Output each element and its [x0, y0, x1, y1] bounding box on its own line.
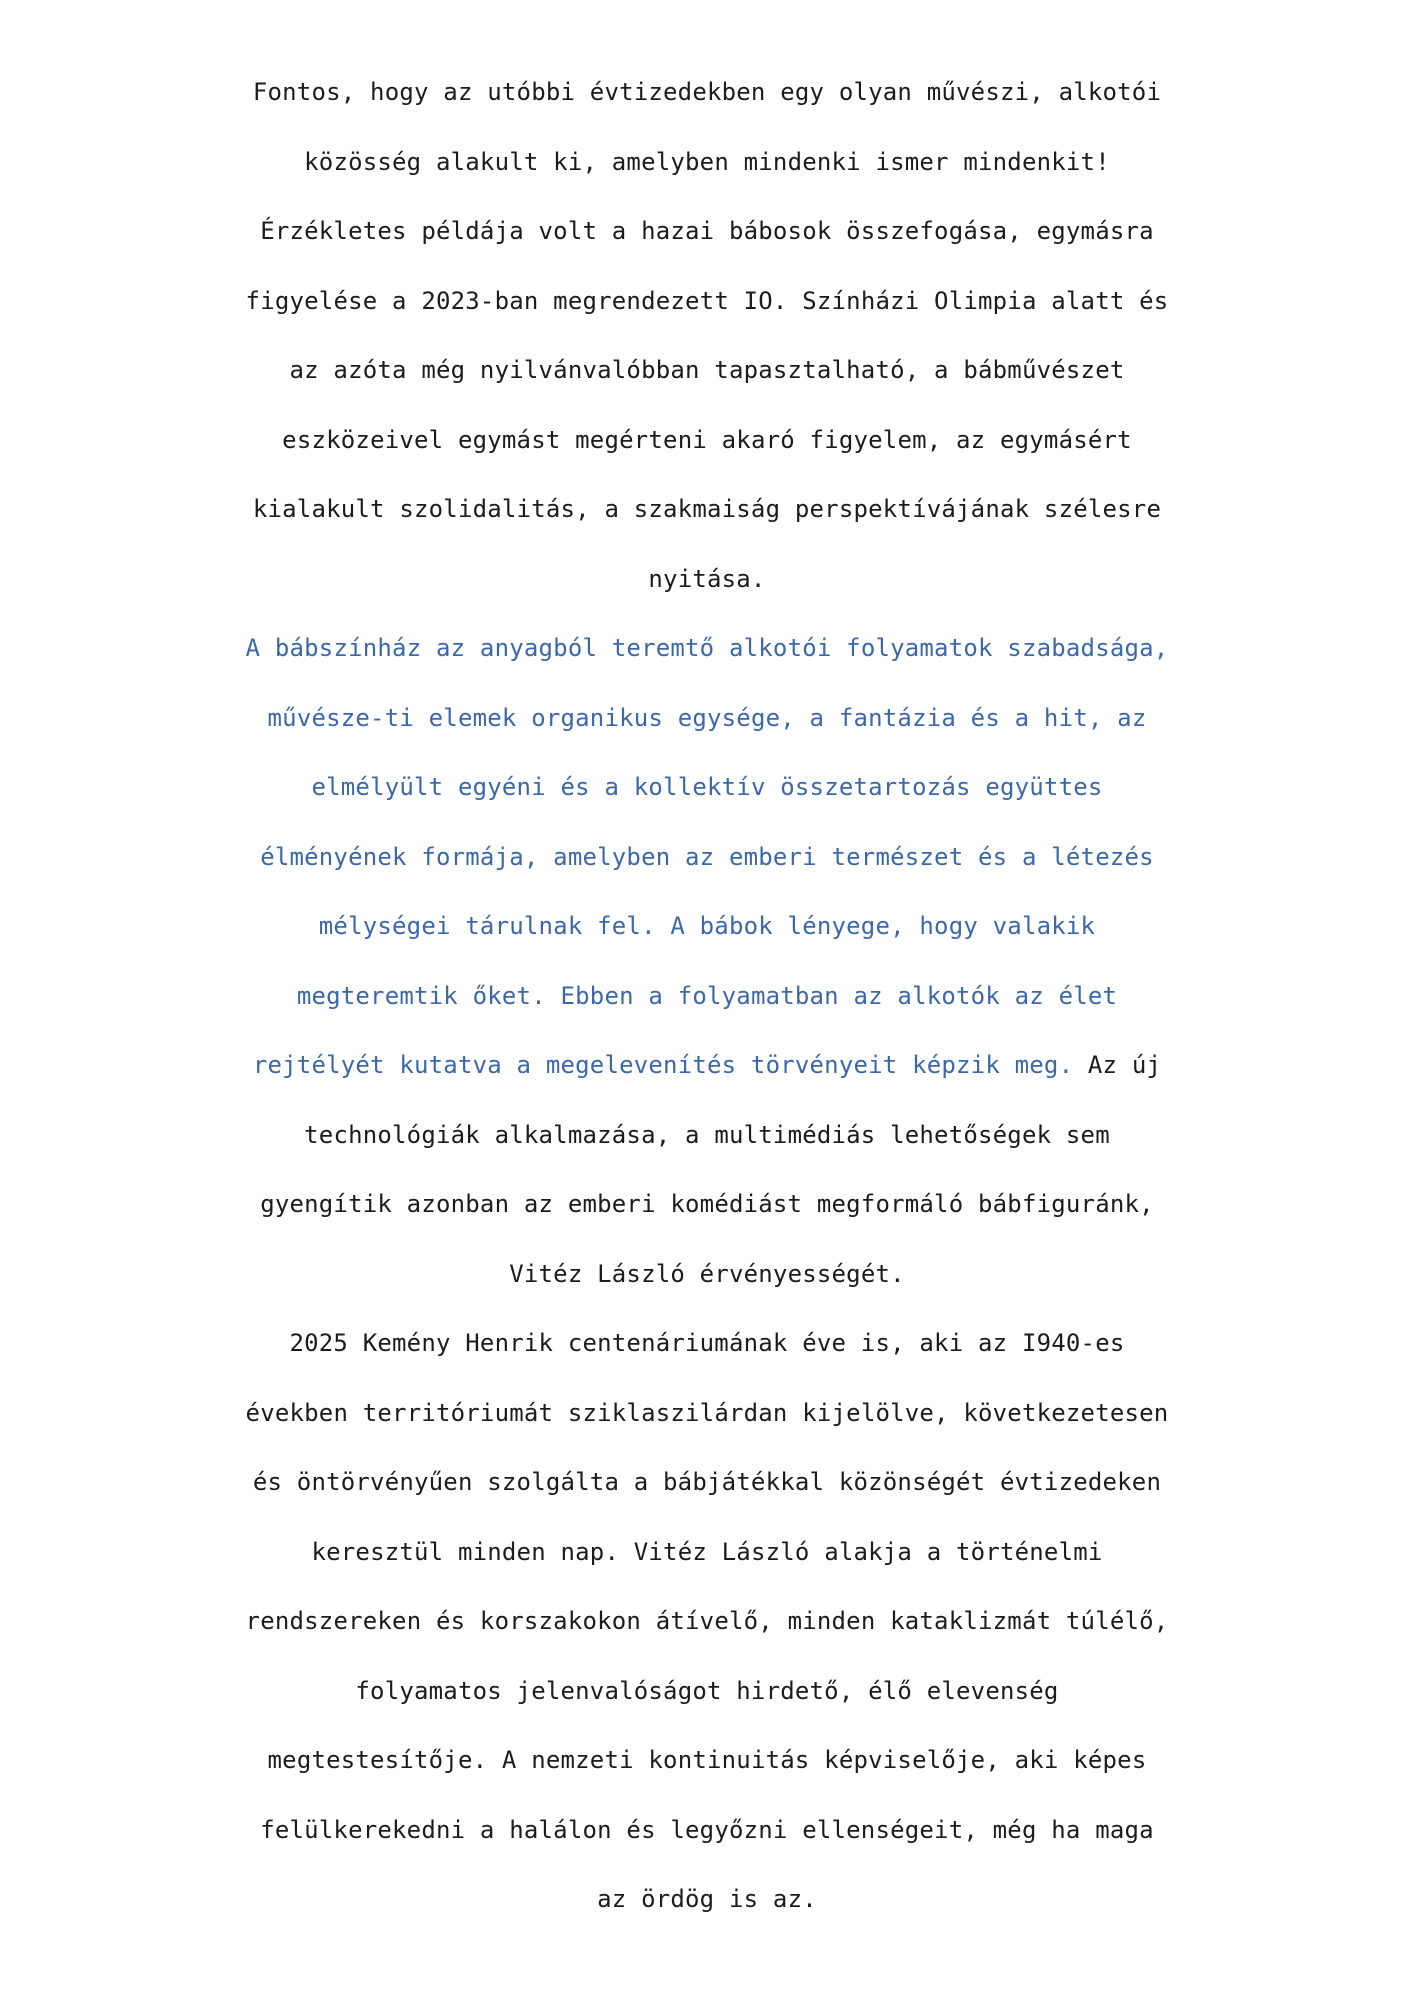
text-line: [0, 336, 1414, 406]
text-line: [0, 58, 1414, 128]
text-segment: kialakult szolidalitás, a szakmaiság perspektívájának szélesre: [252, 495, 1162, 523]
highlighted-text-segment: A bábszínház az anyagból teremtő alkotói folyamatok szabadsága,: [245, 634, 1169, 662]
text-segment: 2025 Kemény Henrik centenáriumának éve is, aki az I940-es: [289, 1329, 1125, 1357]
text-line: [0, 1796, 1414, 1866]
text-segment: közösség alakult ki, amelyben mindenki ismer mindenkit!: [304, 147, 1110, 176]
text-line: [0, 128, 1414, 198]
text-line: [0, 1587, 1414, 1657]
text-line: [0, 197, 1414, 267]
text-segment: években territóriumát sziklaszilárdan kijelölve, következetesen: [245, 1398, 1169, 1427]
text-segment: technológiák alkalmazása, a multimédiás lehetőségek sem: [304, 1120, 1110, 1149]
text-line: [0, 1031, 1414, 1101]
highlighted-text-segment: rejtélyét kutatva a megelevenítés törvényeit képzik meg.: [252, 1051, 1074, 1079]
text-line: [0, 1865, 1414, 1935]
text-segment: és öntörvényűen szolgálta a bábjátékkal közönségét évtizedeken: [252, 1468, 1162, 1496]
text-segment: keresztül minden nap. Vitéz László alakja a történelmi: [311, 1537, 1103, 1566]
text-line: [0, 545, 1414, 615]
text-segment: nyitása.: [648, 564, 766, 593]
text-line: [0, 1240, 1414, 1310]
text-segment: Fontos, hogy az utóbbi évtizedekben egy olyan művészi, alkotói: [252, 78, 1162, 106]
text-segment: Érzékletes példája volt a hazai bábosok összefogása, egymásra: [260, 217, 1154, 245]
text-segment: Az új: [1073, 1051, 1162, 1079]
highlighted-text-segment: művésze-ti elemek organikus egysége, a fantázia és a hit, az: [267, 703, 1147, 732]
text-line: [0, 1657, 1414, 1727]
text-line: [0, 684, 1414, 754]
text-segment: az ördög is az.: [597, 1885, 817, 1913]
text-segment: eszközeivel egymást megérteni akaró figyelem, az egymásért: [282, 425, 1132, 454]
text-line: [0, 1101, 1414, 1171]
text-line: [0, 753, 1414, 823]
text-line: [0, 267, 1414, 337]
text-line: [0, 823, 1414, 893]
highlighted-text-segment: elmélyült egyéni és a kollektív összetartozás együttes: [311, 773, 1103, 801]
highlighted-text-segment: megteremtik őket. Ebben a folyamatban az alkotók az élet: [296, 981, 1118, 1010]
text-segment: gyengítik azonban az emberi komédiást megformáló bábfiguránk,: [260, 1190, 1154, 1218]
text-segment: Vitéz László érvényességét.: [509, 1259, 905, 1288]
text-line: [0, 1518, 1414, 1588]
text-line: [0, 1379, 1414, 1449]
text-line: [0, 1170, 1414, 1240]
text-line: [0, 892, 1414, 962]
text-line: [0, 962, 1414, 1032]
document-text-block: [0, 58, 1414, 1935]
text-segment: folyamatos jelenvalóságot hirdető, élő elevenség: [355, 1676, 1059, 1705]
text-segment: az azóta még nyilvánvalóbban tapasztalható, a bábművészet: [289, 356, 1125, 384]
text-line: [0, 475, 1414, 545]
text-segment: felülkerekedni a halálon és legyőzni ellenségeit, még ha maga: [260, 1815, 1154, 1844]
highlighted-text-segment: élményének formája, amelyben az emberi természet és a létezés: [260, 842, 1154, 871]
text-line: [0, 614, 1414, 684]
text-segment: megtestesítője. A nemzeti kontinuitás képviselője, aki képes: [267, 1746, 1147, 1774]
text-line: [0, 1726, 1414, 1796]
text-line: [0, 1309, 1414, 1379]
text-line: [0, 1448, 1414, 1518]
text-line: [0, 406, 1414, 476]
text-segment: figyelése a 2023-ban megrendezett IO. Színházi Olimpia alatt és: [245, 286, 1169, 315]
text-segment: rendszereken és korszakokon átívelő, minden kataklizmát túlélő,: [245, 1607, 1169, 1635]
highlighted-text-segment: mélységei tárulnak fel. A bábok lényege, hogy valakik: [318, 912, 1096, 940]
